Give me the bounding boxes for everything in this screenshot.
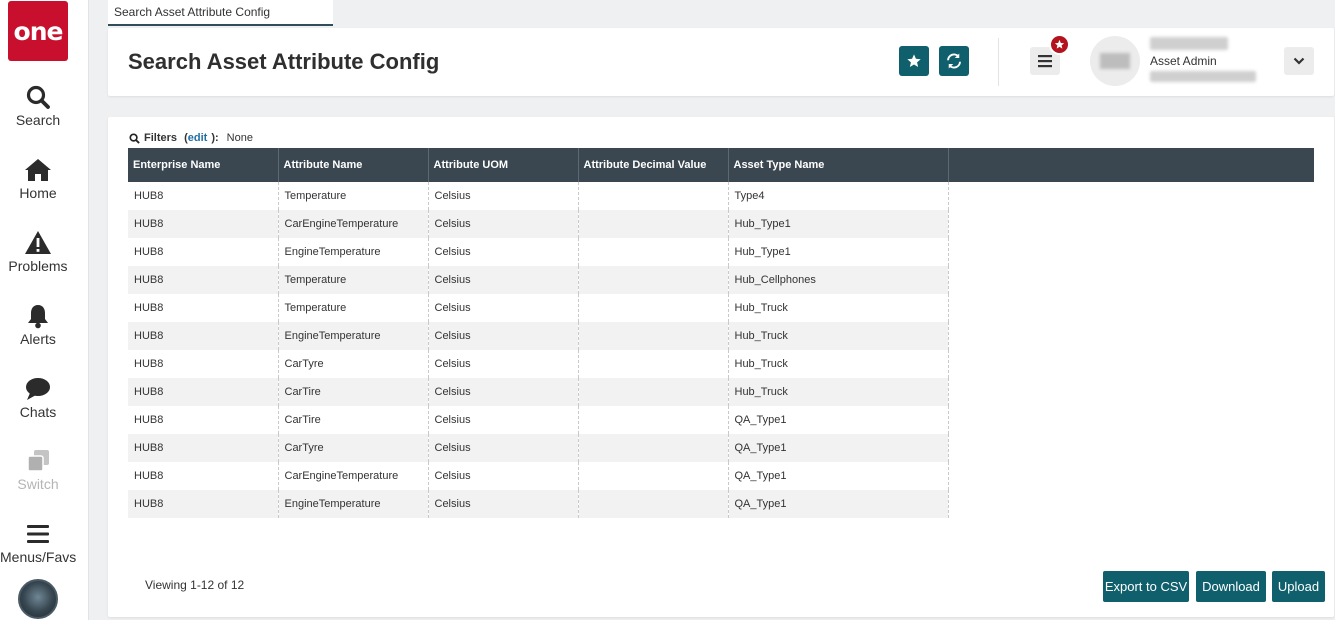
cell-enterprise-name: HUB8 (128, 210, 278, 238)
cell-attribute-decimal-value (578, 182, 728, 210)
cell-attribute-uom: Celsius (428, 294, 578, 322)
chevron-down-icon (1293, 56, 1305, 66)
sidebar (0, 0, 89, 620)
sidebar-item-label: Chats (19, 404, 57, 420)
cell-spacer (948, 182, 1314, 210)
search-icon (129, 133, 140, 144)
search-icon (25, 84, 51, 110)
user-avatar[interactable] (1090, 36, 1140, 86)
hamburger-icon (25, 521, 51, 547)
cell-spacer (948, 406, 1314, 434)
cell-spacer (948, 238, 1314, 266)
cell-attribute-decimal-value (578, 266, 728, 294)
cell-attribute-name: CarEngineTemperature (278, 210, 428, 238)
sidebar-item-problems[interactable] (0, 230, 76, 274)
cell-attribute-name: EngineTemperature (278, 238, 428, 266)
column-header-asset-type-name[interactable]: Asset Type Name (728, 148, 948, 182)
cell-enterprise-name: HUB8 (128, 266, 278, 294)
table-row[interactable] (128, 462, 1314, 490)
cell-asset-type-name: Type4 (728, 182, 948, 210)
page-header (108, 28, 1334, 96)
cell-enterprise-name: HUB8 (128, 322, 278, 350)
filters-value: None (226, 132, 253, 144)
cell-attribute-name: Temperature (278, 266, 428, 294)
favorite-button[interactable] (899, 46, 929, 76)
cell-spacer (948, 294, 1314, 322)
redacted-user-org (1150, 71, 1256, 82)
filters-label: Filters (144, 132, 178, 144)
sidebar-item-search[interactable] (0, 84, 76, 128)
cell-asset-type-name: Hub_Type1 (728, 238, 948, 266)
cell-asset-type-name: Hub_Cellphones (728, 266, 948, 294)
column-header-attribute-name[interactable]: Attribute Name (278, 148, 428, 182)
star-icon (906, 53, 922, 69)
sidebar-item-label: Problems (8, 258, 68, 274)
cell-spacer (948, 490, 1314, 518)
table-row[interactable] (128, 266, 1314, 294)
table-row[interactable] (128, 182, 1314, 210)
cell-attribute-uom: Celsius (428, 490, 578, 518)
cell-enterprise-name: HUB8 (128, 406, 278, 434)
results-panel (108, 117, 1334, 617)
sidebar-item-chats[interactable] (0, 376, 76, 420)
cell-attribute-name: CarTyre (278, 434, 428, 462)
star-icon (1054, 39, 1065, 50)
assistant-avatar[interactable] (18, 579, 58, 619)
refresh-icon (945, 52, 963, 70)
one-logo[interactable]: one (8, 1, 68, 61)
cell-attribute-name: Temperature (278, 294, 428, 322)
cell-asset-type-name: Hub_Truck (728, 378, 948, 406)
cell-enterprise-name: HUB8 (128, 238, 278, 266)
warning-icon (24, 230, 52, 256)
pagination-info: Viewing 1-12 of 12 (145, 578, 245, 592)
cell-attribute-name: EngineTemperature (278, 322, 428, 350)
cell-attribute-uom: Celsius (428, 350, 578, 378)
column-header-spacer (948, 148, 1314, 182)
cell-enterprise-name: HUB8 (128, 462, 278, 490)
cell-spacer (948, 350, 1314, 378)
cell-attribute-decimal-value (578, 294, 728, 322)
cell-enterprise-name: HUB8 (128, 490, 278, 518)
export-csv-button[interactable]: Export to CSV (1103, 571, 1189, 602)
page-title: Search Asset Attribute Config (128, 49, 440, 74)
table-row[interactable] (128, 406, 1314, 434)
cell-attribute-decimal-value (578, 322, 728, 350)
cell-attribute-name: EngineTemperature (278, 490, 428, 518)
cell-asset-type-name: QA_Type1 (728, 462, 948, 490)
cell-asset-type-name: QA_Type1 (728, 406, 948, 434)
cell-enterprise-name: HUB8 (128, 182, 278, 210)
user-role: Asset Admin (1150, 54, 1217, 68)
cell-attribute-name: CarTire (278, 406, 428, 434)
cell-asset-type-name: QA_Type1 (728, 434, 948, 462)
tab-search-asset-attribute-config[interactable]: Search Asset Attribute Config (108, 0, 333, 26)
sidebar-item-label: Alerts (20, 331, 56, 347)
cell-asset-type-name: Hub_Type1 (728, 210, 948, 238)
sidebar-item-label: Switch (17, 476, 59, 492)
sidebar-item-switch (0, 448, 76, 492)
cell-enterprise-name: HUB8 (128, 378, 278, 406)
column-header-attribute-uom[interactable]: Attribute UOM (428, 148, 578, 182)
results-table (128, 148, 1314, 518)
cell-attribute-uom: Celsius (428, 238, 578, 266)
cell-asset-type-name: Hub_Truck (728, 294, 948, 322)
cell-attribute-uom: Celsius (428, 322, 578, 350)
cell-attribute-name: CarTyre (278, 350, 428, 378)
sidebar-item-label: Search (15, 112, 61, 128)
cell-attribute-name: Temperature (278, 182, 428, 210)
sidebar-item-alerts[interactable] (0, 303, 76, 347)
table-row[interactable] (128, 322, 1314, 350)
cell-spacer (948, 210, 1314, 238)
cell-attribute-name: CarEngineTemperature (278, 462, 428, 490)
cell-spacer (948, 266, 1314, 294)
table-row[interactable] (128, 294, 1314, 322)
cell-enterprise-name: HUB8 (128, 350, 278, 378)
table-row[interactable] (128, 350, 1314, 378)
cell-spacer (948, 434, 1314, 462)
chat-icon (24, 376, 52, 402)
cell-enterprise-name: HUB8 (128, 294, 278, 322)
home-icon (24, 157, 52, 183)
cell-enterprise-name: HUB8 (128, 434, 278, 462)
table-row[interactable] (128, 378, 1314, 406)
cell-asset-type-name: QA_Type1 (728, 490, 948, 518)
bell-icon (25, 303, 51, 329)
cell-asset-type-name: Hub_Truck (728, 350, 948, 378)
cell-attribute-decimal-value (578, 406, 728, 434)
cell-attribute-decimal-value (578, 462, 728, 490)
cell-attribute-decimal-value (578, 434, 728, 462)
cell-attribute-uom: Celsius (428, 266, 578, 294)
table-row[interactable] (128, 238, 1314, 266)
column-header-enterprise-name[interactable]: Enterprise Name (128, 148, 278, 182)
cell-attribute-uom: Celsius (428, 462, 578, 490)
upload-button[interactable]: Upload (1272, 571, 1325, 602)
cell-spacer (948, 462, 1314, 490)
refresh-button[interactable] (939, 46, 969, 76)
cell-attribute-uom: Celsius (428, 210, 578, 238)
sidebar-item-home[interactable] (0, 157, 76, 201)
header-divider (998, 38, 999, 86)
table-header-row (128, 148, 1314, 182)
cell-attribute-name: CarTire (278, 378, 428, 406)
cell-spacer (948, 322, 1314, 350)
redacted-user-name (1150, 37, 1228, 50)
cell-asset-type-name: Hub_Truck (728, 322, 948, 350)
sidebar-item-label: Home (19, 185, 57, 201)
column-header-attribute-decimal-value[interactable]: Attribute Decimal Value (578, 148, 728, 182)
favorites-badge[interactable] (1049, 34, 1070, 55)
cell-attribute-decimal-value (578, 490, 728, 518)
table-row[interactable] (128, 434, 1314, 462)
sidebar-item-menus-favs[interactable] (0, 521, 76, 565)
filters-bar: Filters ( edit ): None (129, 132, 253, 144)
cell-attribute-decimal-value (578, 210, 728, 238)
table-row[interactable] (128, 210, 1314, 238)
switch-icon (24, 448, 52, 474)
cell-attribute-uom: Celsius (428, 182, 578, 210)
cell-attribute-uom: Celsius (428, 406, 578, 434)
cell-attribute-decimal-value (578, 238, 728, 266)
cell-spacer (948, 378, 1314, 406)
cell-attribute-uom: Celsius (428, 378, 578, 406)
download-button[interactable]: Download (1196, 571, 1266, 602)
cell-attribute-uom: Celsius (428, 434, 578, 462)
list-icon (1037, 54, 1053, 68)
filters-edit-link[interactable]: edit (187, 132, 208, 144)
sidebar-item-label: Menus/Favs (0, 549, 77, 565)
cell-attribute-decimal-value (578, 378, 728, 406)
cell-attribute-decimal-value (578, 350, 728, 378)
user-menu-dropdown[interactable] (1284, 47, 1314, 75)
redacted-avatar-image (1100, 53, 1130, 69)
table-row[interactable] (128, 490, 1314, 518)
